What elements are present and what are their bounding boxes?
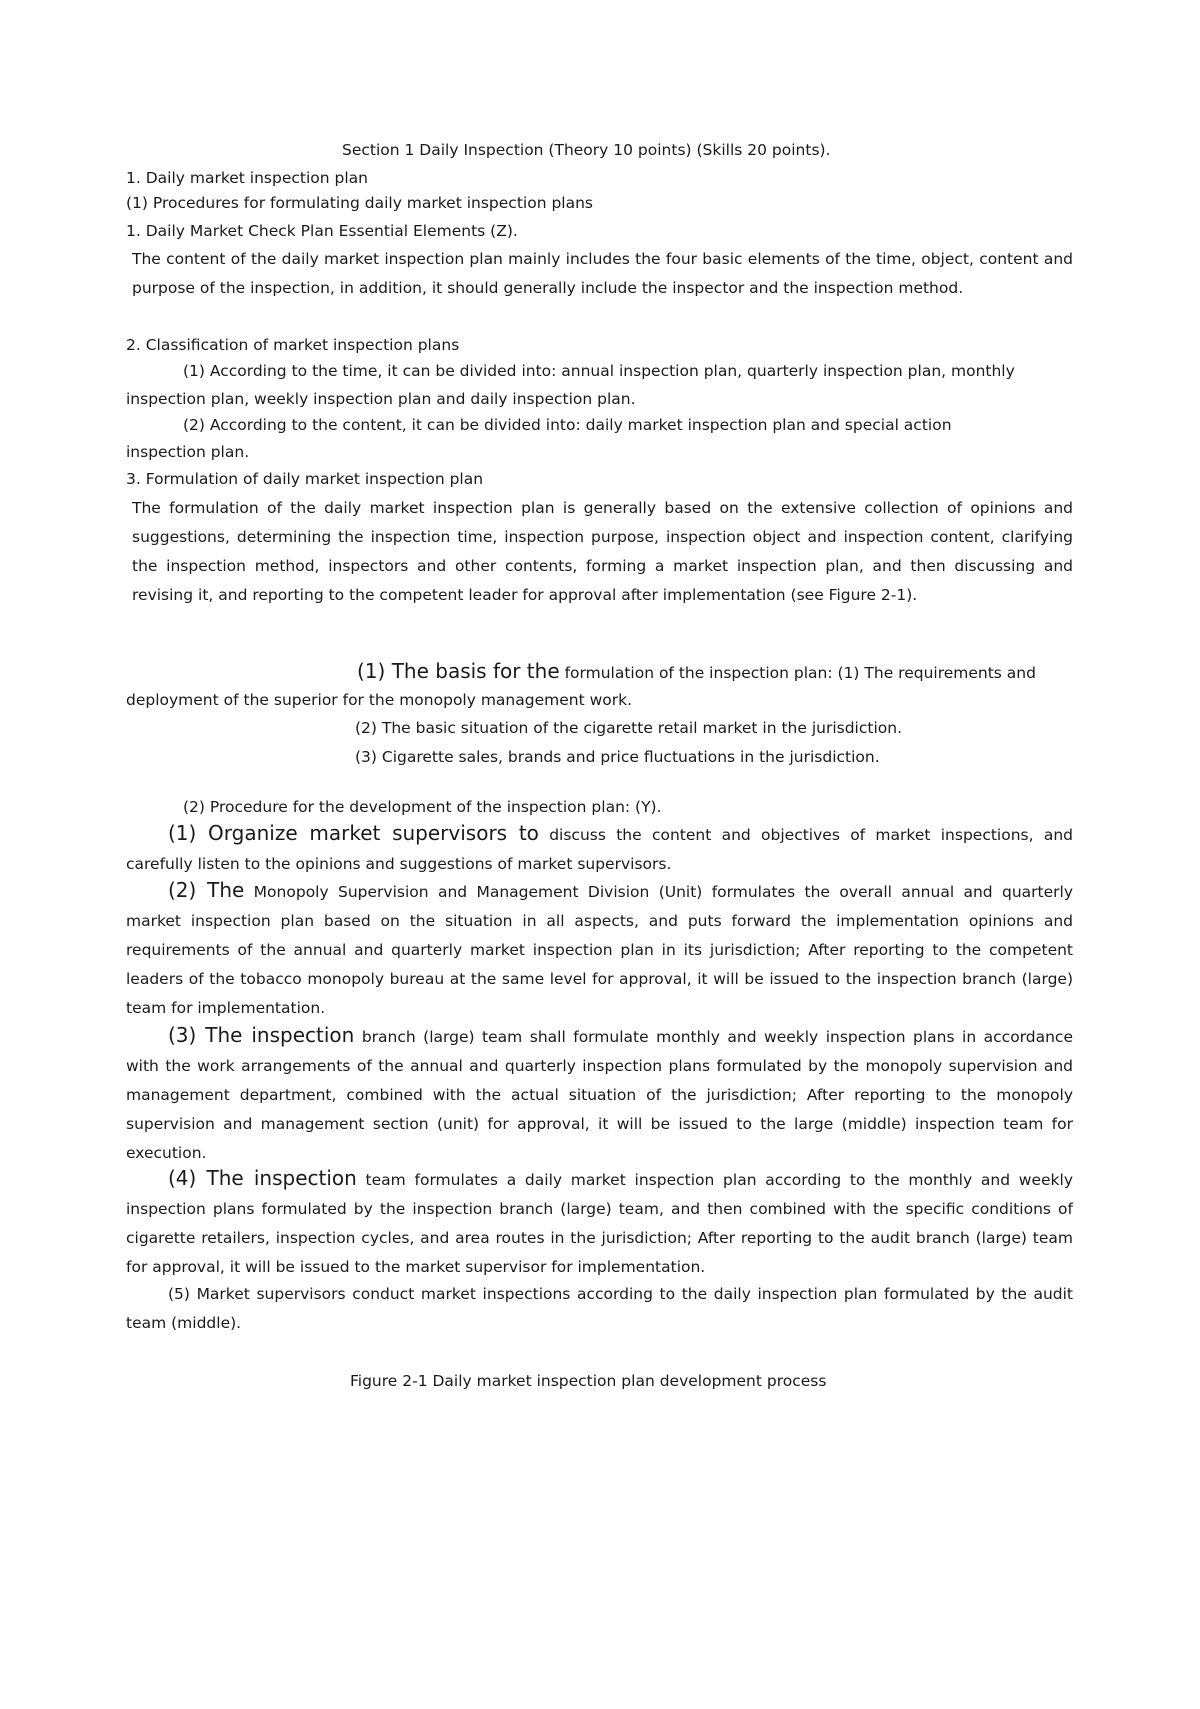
- step4-rest-text: team formulates a daily market inspection plan according to the monthly and weekly inspection plans formulated by the inspection branch (large) team, and then combined with the specific conditions of cigarette retailers, inspection cycles, and area routes in the jurisdiction; After reporting to the audit branch (large) team for approval, it will be issued to the market supervisor for implementation.: [126, 1171, 1073, 1276]
- step2-lead-text: (2) The: [168, 878, 245, 902]
- procedure-step-3: [126, 1021, 1073, 1168]
- classification-content-line1: (2) According to the content, it can be divided into: daily market inspection plan and special action: [183, 416, 952, 434]
- classification-time-line1: (1) According to the time, it can be divided into: annual inspection plan, quarterly inspection plan, monthly: [183, 362, 1015, 380]
- procedure-title: (2) Procedure for the development of the inspection plan: (Y).: [183, 798, 662, 816]
- basis-item-2: (2) The basic situation of the cigarette retail market in the jurisdiction.: [355, 719, 902, 737]
- procedure-step-4: [126, 1164, 1073, 1282]
- step1-lead-text: (1) Organize market supervisors to: [168, 821, 539, 845]
- basis-line2: deployment of the superior for the monopoly management work.: [126, 691, 633, 709]
- basis-item-3: (3) Cigarette sales, brands and price fluctuations in the jurisdiction.: [355, 748, 880, 766]
- procedure-step-5: (5) Market supervisors conduct market inspections according to the daily inspection plan formulated by the audit team (middle).: [126, 1285, 1073, 1332]
- step3-lead-text: (3) The inspection: [168, 1023, 355, 1047]
- basis-rest-text: formulation of the inspection plan: (1) The requirements and: [559, 664, 1036, 682]
- heading-essential-elements: 1. Daily Market Check Plan Essential Elements (Z).: [126, 222, 518, 240]
- heading-formulation: 3. Formulation of daily market inspection plan: [126, 470, 484, 488]
- heading-procedures: (1) Procedures for formulating daily market inspection plans: [126, 194, 593, 212]
- procedure-step-2: [126, 876, 1073, 1023]
- basis-line1: [357, 661, 1036, 683]
- basis-lead-text: (1) The basis for the: [357, 659, 560, 683]
- step2-rest-text: Monopoly Supervision and Management Division (Unit) formulates the overall annual and quarterly market inspection plan based on the situation in all aspects, and puts forward the implementation opinions and requirements of the annual and quarterly market inspection plan in its jurisdiction; After reporting to the competent leaders of the tobacco monopoly bureau at the same level for approval, it will be issued to the inspection branch (large) team for implementation.: [126, 883, 1073, 1017]
- classification-time-line2: inspection plan, weekly inspection plan and daily inspection plan.: [126, 390, 636, 408]
- step3-rest-text: branch (large) team shall formulate monthly and weekly inspection plans in accordance with the work arrangements of the annual and quarterly inspection plans formulated by the monopoly supervision and management department, combined with the actual situation of the jurisdiction; After reporting to the monopoly supervision and management section (unit) for approval, it will be issued to the large (middle) inspection team for execution.: [126, 1028, 1073, 1162]
- section-title: Section 1 Daily Inspection (Theory 10 points) (Skills 20 points).: [342, 141, 831, 159]
- step4-lead-text: (4) The inspection: [168, 1166, 357, 1190]
- heading-daily-plan: 1. Daily market inspection plan: [126, 169, 368, 187]
- heading-classification: 2. Classification of market inspection plans: [126, 336, 460, 354]
- classification-content-line2: inspection plan.: [126, 443, 250, 461]
- procedure-step-1: [126, 819, 1073, 879]
- paragraph-formulation: The formulation of the daily market inspection plan is generally based on the extensive collection of opinions and suggestions, determining the inspection time, inspection purpose, inspection object and inspection content, clarifying the inspection method, inspectors and other contents, forming a market inspection plan, and then discussing and revising it, and reporting to the competent leader for approval after implementation (see Figure 2-1).: [132, 499, 1073, 604]
- figure-caption: Figure 2-1 Daily market inspection plan development process: [350, 1372, 827, 1390]
- paragraph-essential-elements: The content of the daily market inspection plan mainly includes the four basic elements of the time, object, content and purpose of the inspection, in addition, it should generally include the inspector and the inspection method.: [132, 250, 1073, 297]
- step1-rest-text: discuss the content and objectives of market inspections, and carefully listen to the opinions and suggestions of market supervisors.: [126, 826, 1073, 873]
